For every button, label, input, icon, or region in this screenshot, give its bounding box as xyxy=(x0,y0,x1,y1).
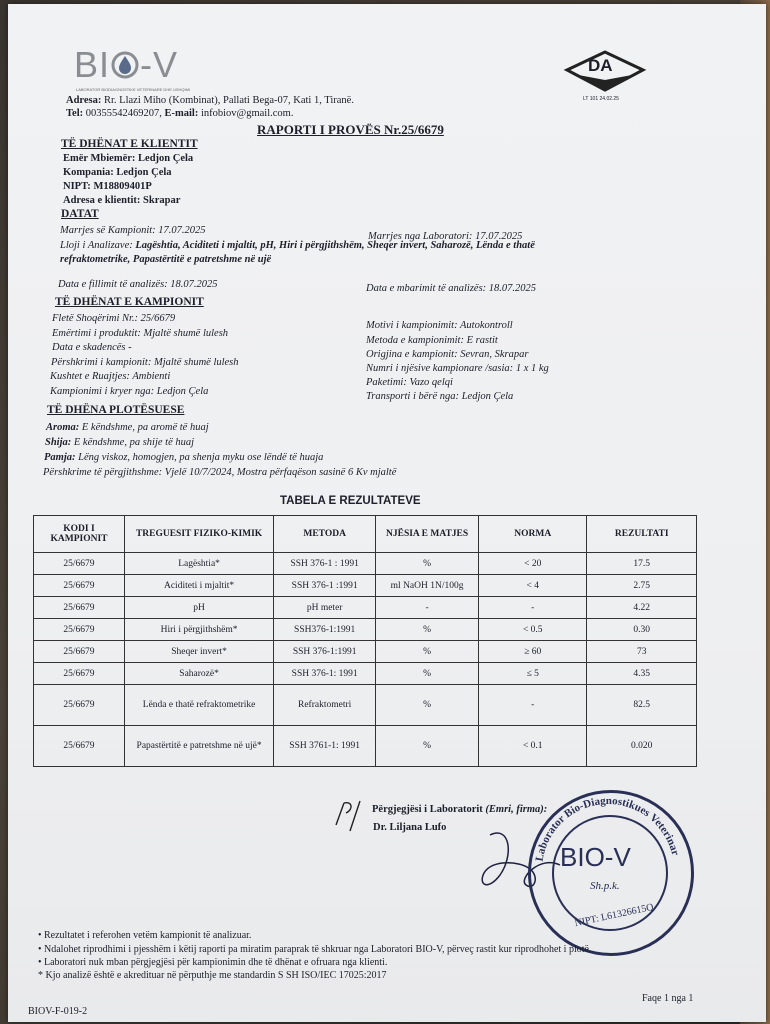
cell-code: 25/6679 xyxy=(34,575,125,597)
cell-code: 25/6679 xyxy=(34,553,125,575)
col-header: NJËSIA E MATJES xyxy=(376,516,479,553)
sample-transport: Transporti i bërë nga: Ledjon Çela xyxy=(366,391,514,402)
col-header: NORMA xyxy=(479,516,587,553)
cell-code: 25/6679 xyxy=(34,619,125,641)
lab-address: Adresa: Rr. Llazi Miho (Kombinat), Pallati Bega-07, Kati 1, Tiranë. xyxy=(66,95,354,106)
extra-heading: TË DHËNA PLOTËSUESE xyxy=(47,404,185,416)
col-header: METODA xyxy=(274,516,376,553)
col-header: REZULTATI xyxy=(587,516,697,553)
table-row xyxy=(34,726,697,767)
cell-result: 4.35 xyxy=(587,663,697,685)
cell-indicator: Papastërtitë e patretshme në ujë* xyxy=(125,726,274,767)
sample-by: Kampionimi i kryer nga: Ledjon Çela xyxy=(50,386,209,397)
cell-indicator: Sheqer invert* xyxy=(125,641,274,663)
sample-sheet: Fletë Shoqërimi Nr.: 25/6679 xyxy=(52,313,176,324)
cell-norm: < 0.5 xyxy=(479,619,587,641)
cell-method: SSH 376-1 :1991 xyxy=(274,575,376,597)
report-title: RAPORTI I PROVËS Nr.25/6679 xyxy=(257,122,444,137)
table-row xyxy=(34,553,697,575)
cell-unit: - xyxy=(376,597,479,619)
table-row xyxy=(34,641,697,663)
cell-indicator: pH xyxy=(125,597,274,619)
analysis-type: Lloji i Analizave: Lagështia, Aciditeti i mjaltit, pH, Hiri i përgjithshëm, Sheqer invert, Saharozë, Lënda e thatë xyxy=(60,240,535,251)
cell-result: 0.020 xyxy=(587,726,697,767)
cell-unit: % xyxy=(376,663,479,685)
stamp-logo: BIO-V xyxy=(560,842,631,872)
svg-text:Laborator Bio-Diagnostikues Ve: Laborator Bio-Diagnostikues Veterinar xyxy=(533,794,682,863)
cell-norm: ≤ 5 xyxy=(479,663,587,685)
sample-expiry: Data e skadencës - xyxy=(52,342,132,353)
form-code: BIOV-F-019-2 xyxy=(28,1006,88,1017)
cell-norm: < 20 xyxy=(479,553,587,575)
cell-method: SSH 376-1:1991 xyxy=(274,641,376,663)
sample-date: Marrjes së Kampionit: 17.07.2025 xyxy=(60,225,206,236)
cell-method: SSH 376-1 : 1991 xyxy=(274,553,376,575)
cell-unit: % xyxy=(376,685,479,726)
cell-code: 25/6679 xyxy=(34,641,125,663)
cell-norm: ≥ 60 xyxy=(479,641,587,663)
analysis-type-cont: refraktometrike, Papastërtitë e patretshme në ujë xyxy=(60,254,272,265)
client-address: Adresa e klientit: Skrapar xyxy=(63,195,181,206)
table-row xyxy=(34,575,697,597)
footer-note: • Ndalohet riprodhimi i pjesshëm i këtij raporti pa miratim paraprak të shkruar nga Laboratori BIO-V, përveç rastit kur riprodhohet i plotë. xyxy=(38,944,592,955)
biov-logo: BI -V xyxy=(74,44,179,85)
cell-norm: - xyxy=(479,597,587,619)
cell-method: SSH376-1:1991 xyxy=(274,619,376,641)
cell-code: 25/6679 xyxy=(34,685,125,726)
lab-date: Marrjes nga Laboratori: 17.07.2025 xyxy=(368,231,523,242)
cell-result: 73 xyxy=(587,641,697,663)
footer-note: • Laboratori nuk mban përgjegjësi për kampionimin dhe të dhënat e ofruara nga klienti. xyxy=(38,957,388,968)
cell-indicator: Saharozë* xyxy=(125,663,274,685)
analysis-start: Data e fillimit të analizës: 18.07.2025 xyxy=(58,279,218,290)
col-header: KODI I KAMPIONIT xyxy=(34,516,125,553)
stamp-nipt: NIPT: L61326615Q xyxy=(573,901,655,930)
client-heading: TË DHËNAT E KLIENTIT xyxy=(61,138,198,150)
dates-heading: DATAT xyxy=(61,208,99,220)
cell-unit: % xyxy=(376,641,479,663)
client-nipt: NIPT: M18809401P xyxy=(63,181,152,192)
cell-code: 25/6679 xyxy=(34,597,125,619)
table-row xyxy=(34,619,697,641)
sample-storage: Kushtet e Ruajtjes: Ambienti xyxy=(50,371,171,382)
cell-norm: < 4 xyxy=(479,575,587,597)
footer-note: • Rezultatet i referohen vetëm kampionit të analizuar. xyxy=(38,930,252,941)
table-header-row xyxy=(34,516,697,553)
sample-desc: Përshkrimi i kampionit: Mjaltë shumë lulesh xyxy=(51,357,239,368)
cell-code: 25/6679 xyxy=(34,663,125,685)
sample-origin: Origjina e kampionit: Sevran, Skrapar xyxy=(366,349,529,360)
extra-taste: Shija: E këndshme, pa shije të huaj xyxy=(45,437,195,448)
cell-result: 0.30 xyxy=(587,619,697,641)
cell-result: 17.5 xyxy=(587,553,697,575)
drop-logo-icon xyxy=(110,50,140,80)
extra-aroma: Aroma: E këndshme, pa aromë të huaj xyxy=(46,422,209,433)
extra-general: Përshkrime të përgjithshme: Vjelë 10/7/2024, Mostra përfaqëson sasinë 6 Kv mjaltë xyxy=(43,467,397,478)
client-name: Emër Mbiemër: Ledjon Çela xyxy=(63,153,194,164)
cell-indicator: Hiri i përgjithshëm* xyxy=(125,619,274,641)
results-table xyxy=(33,515,697,767)
sample-units: Numri i njësive kampionare /sasia: 1 x 1 kg xyxy=(366,363,549,374)
table-row xyxy=(34,685,697,726)
col-header: TREGUESIT FIZIKO-KIMIK xyxy=(125,516,274,553)
table-row xyxy=(34,597,697,619)
page-number: Faqe 1 nga 1 xyxy=(642,993,694,1004)
client-company: Kompania: Ledjon Çela xyxy=(63,167,172,178)
signature-role: Përgjegjësi i Laboratorit (Emri, firma): xyxy=(372,804,548,815)
cell-indicator: Lagështia* xyxy=(125,553,274,575)
sample-package: Paketimi: Vazo qelqi xyxy=(366,377,453,388)
logo-subtitle: LABORATOR BIODIAGNOSTIKE VETERINARE DHE USHQIMI xyxy=(76,87,191,92)
cell-result: 2.75 xyxy=(587,575,697,597)
cell-norm: < 0.1 xyxy=(479,726,587,767)
sample-method: Metoda e kampionimit: E rastit xyxy=(366,335,498,346)
da-logo-text: DA xyxy=(588,56,613,75)
analysis-end: Data e mbarimit të analizës: 18.07.2025 xyxy=(366,283,537,294)
initial-signature xyxy=(330,795,370,835)
table-caption: TABELA E REZULTATEVE xyxy=(280,495,421,507)
cell-unit: % xyxy=(376,619,479,641)
lab-contact: Tel: 00355542469207, E-mail: infobiov@gmail.com. xyxy=(66,108,294,119)
cell-method: SSH 3761-1: 1991 xyxy=(274,726,376,767)
cell-unit: ml NaOH 1N/100g xyxy=(376,575,479,597)
cell-indicator: Lënda e thatë refraktometrike xyxy=(125,685,274,726)
cell-result: 82.5 xyxy=(587,685,697,726)
extra-look: Pamja: Lëng viskoz, homogjen, pa shenja myku ose lëndë të huaja xyxy=(44,452,324,463)
cell-indicator: Aciditeti i mjaltit* xyxy=(125,575,274,597)
cell-method: Refraktometri xyxy=(274,685,376,726)
cell-method: pH meter xyxy=(274,597,376,619)
sample-motive: Motivi i kampionimit: Autokontroll xyxy=(366,320,513,331)
sample-heading: TË DHËNAT E KAMPIONIT xyxy=(55,296,204,308)
table-row xyxy=(34,663,697,685)
signature-name: Dr. Liljana Lufo xyxy=(373,822,447,833)
da-code: LT 101 24.02.25 xyxy=(583,96,619,102)
stamp-shpk: Sh.p.k. xyxy=(590,880,620,892)
cell-method: SSH 376-1: 1991 xyxy=(274,663,376,685)
cell-result: 4.22 xyxy=(587,597,697,619)
footer-note: * Kjo analizë është e akredituar në përputhje me standardin S SH ISO/IEC 17025:2017 xyxy=(38,970,387,981)
cell-unit: % xyxy=(376,726,479,767)
cell-code: 25/6679 xyxy=(34,726,125,767)
cell-norm: - xyxy=(479,685,587,726)
sample-product: Emërtimi i produktit: Mjaltë shumë lulesh xyxy=(52,328,229,339)
cell-unit: % xyxy=(376,553,479,575)
